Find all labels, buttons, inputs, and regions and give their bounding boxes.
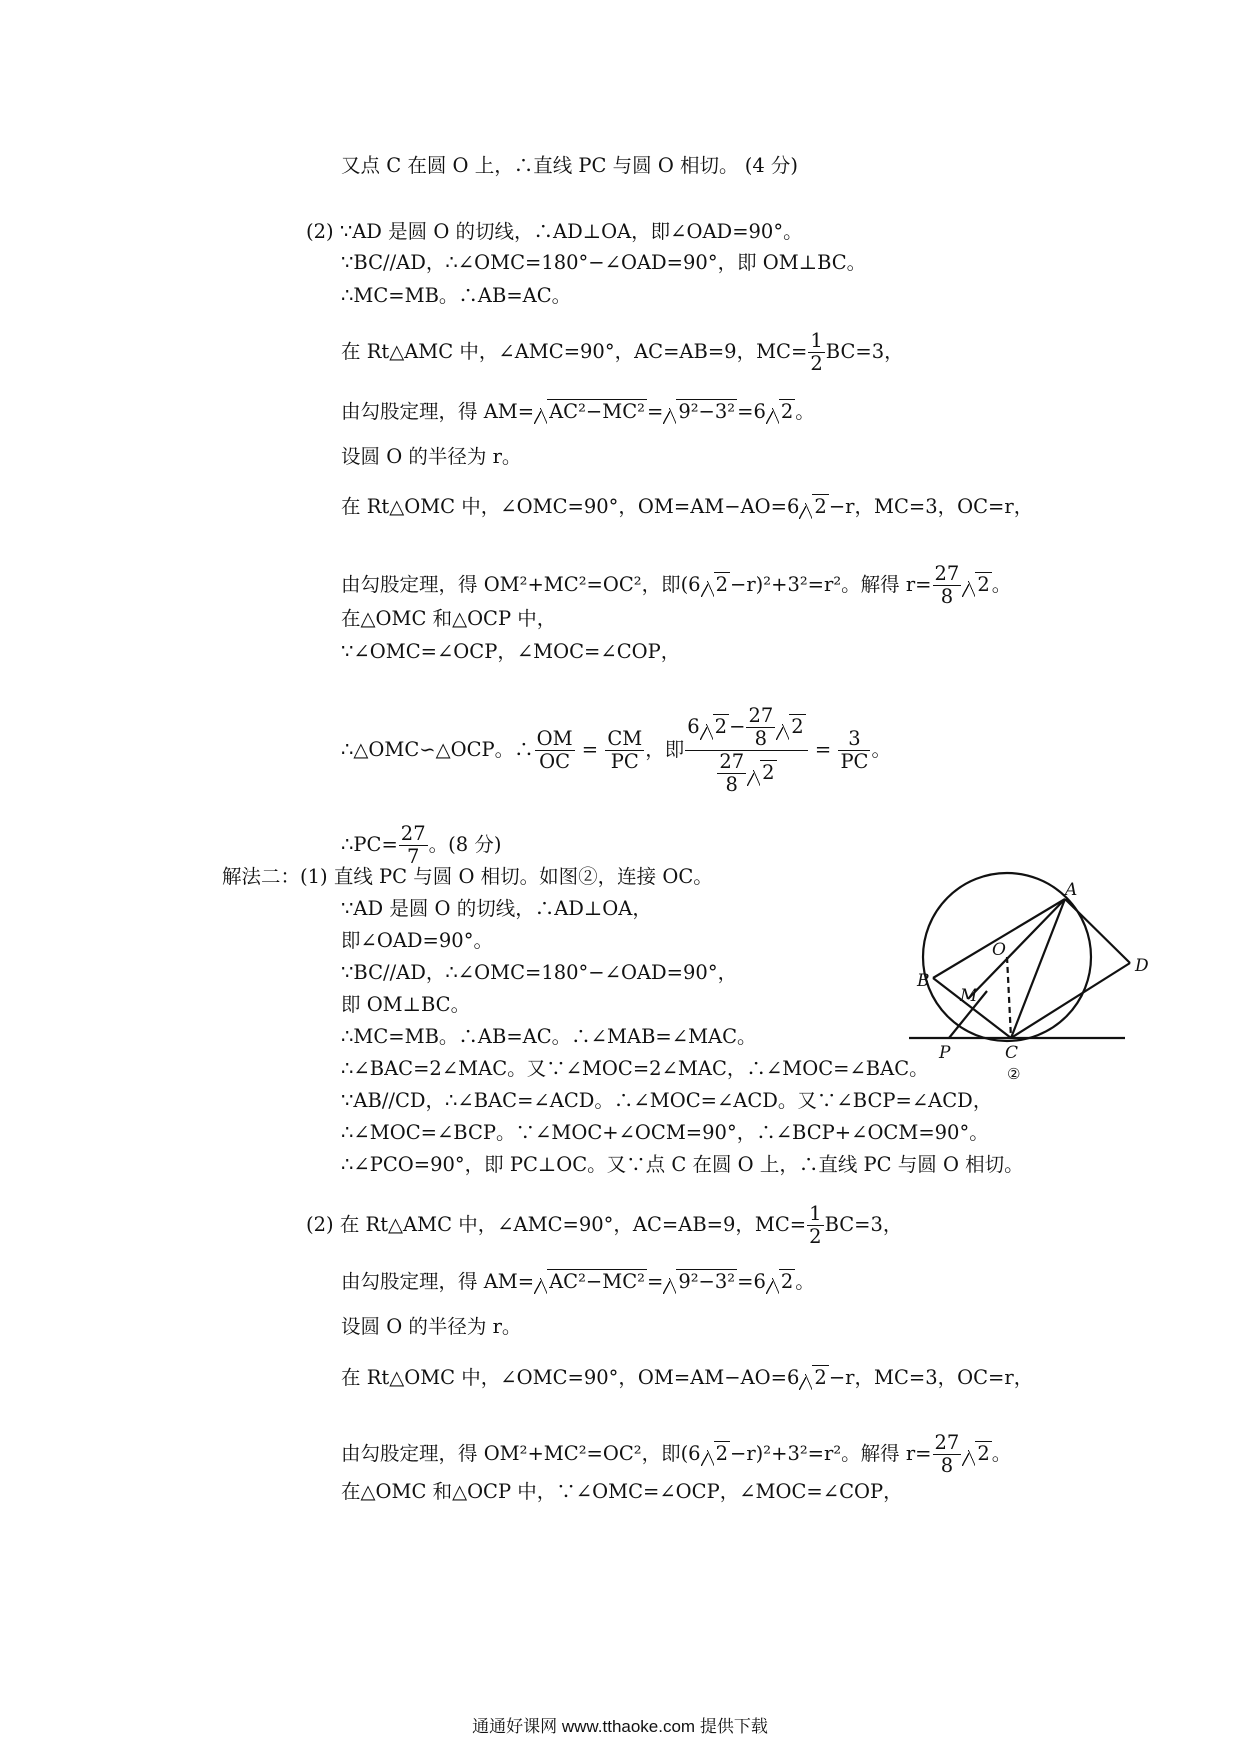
radicand: AC²−MC² [549, 1270, 645, 1293]
text-line [341, 563, 1011, 608]
text-line: ∴∠BAC=2∠MAC。又∵∠MOC=2∠MAC，∴∠MOC=∠BAC。 [341, 1057, 929, 1080]
denominator: PC [610, 750, 639, 773]
text: 由勾股定理，得 OM²+MC²=OC²，即(6 [341, 573, 701, 596]
sqrt [766, 1270, 795, 1294]
text: =6 [737, 400, 766, 423]
figure-caption: ② [1007, 1065, 1021, 1083]
text: = [814, 738, 832, 761]
text-line [341, 705, 891, 796]
sqrt [701, 1442, 730, 1466]
radicand: 2 [715, 573, 729, 596]
radicand: 2 [714, 715, 728, 738]
label-p: P [939, 1043, 951, 1063]
denominator: 8 [940, 1454, 954, 1477]
text-line: ∴∠MOC=∠BCP。∵∠MOC+∠OCM=90°，∴∠BCP+∠OCM=90°。 [341, 1121, 989, 1144]
denominator: PC [840, 750, 869, 773]
denominator: OC [539, 750, 571, 773]
denominator: 8 [754, 727, 768, 750]
text: −r)²+3²=r²。解得 r= [730, 573, 932, 596]
text-line [341, 1270, 815, 1294]
sqrt [799, 1366, 828, 1390]
text: 。(8 分) [428, 833, 502, 856]
radicand: 2 [977, 1442, 990, 1465]
text: ，即 [645, 738, 685, 761]
text: ∴△OMC∽△OCP。∴ [341, 738, 534, 761]
text-line: 即 OM⊥BC。 [341, 993, 471, 1016]
text: 。 [795, 400, 815, 423]
text: 。 [991, 1442, 1012, 1465]
text-line [341, 1366, 1033, 1390]
label-m: M [960, 986, 978, 1006]
text: (2) 在 Rt△AMC 中，∠AMC=90°，AC=AB=9，MC= [306, 1213, 807, 1236]
denominator: 8 [725, 773, 738, 796]
denominator: 2 [810, 352, 823, 375]
fraction [808, 330, 824, 375]
text: = [646, 400, 664, 423]
text-line: ∵AB//CD，∴∠BAC=∠ACD。∴∠MOC=∠ACD。又∵∠BCP=∠ACD， [341, 1089, 993, 1112]
radicand: 9²−3² [678, 400, 736, 423]
numerator: 27 [748, 704, 774, 727]
sqrt [962, 573, 991, 597]
sqrt [701, 573, 730, 597]
text-line [341, 330, 904, 375]
radicand: 2 [780, 400, 794, 423]
numerator: 1 [810, 329, 823, 352]
fraction-om-oc [535, 728, 575, 773]
label-b: B [917, 971, 930, 991]
numerator: 27 [719, 750, 745, 773]
segment-oc [1007, 957, 1011, 1038]
text-line: 解法二：(1) 直线 PC 与圆 O 相切。如图②，连接 OC。 [222, 865, 713, 888]
text: 。 [991, 573, 1012, 596]
text: −r，MC=3，OC=r， [828, 1366, 1034, 1389]
denominator: 7 [407, 845, 420, 868]
fraction [933, 563, 962, 608]
numerator: 1 [809, 1202, 822, 1225]
radicand: 2 [715, 1442, 729, 1465]
numerator: 27 [400, 822, 426, 845]
radicand: AC²−MC² [549, 400, 645, 423]
label-d: D [1135, 956, 1149, 976]
radicand: 2 [762, 761, 775, 784]
text: 。 [795, 1270, 815, 1293]
text: 。 [871, 738, 891, 761]
fraction-big [685, 705, 807, 796]
footer: 通通好课网 www.tthaoke.com 提供下载 [472, 1717, 768, 1736]
text-line [341, 1432, 1011, 1477]
text: =6 [737, 1270, 766, 1293]
radicand: 2 [780, 1270, 794, 1293]
text: BC=3， [824, 1213, 903, 1236]
text-line: (2) ∵AD 是圆 O 的切线，∴AD⊥OA，即∠OAD=90°。 [306, 220, 803, 243]
text: 在 Rt△OMC 中，∠OMC=90°，OM=AM−AO=6 [341, 1366, 800, 1389]
text: −r，MC=3，OC=r， [828, 495, 1034, 518]
text-line: 又点 C 在圆 O 上，∴直线 PC 与圆 O 相切。 (4 分) [341, 154, 799, 177]
text: = [581, 738, 599, 761]
radicand: 2 [791, 715, 804, 738]
text: 由勾股定理，得 AM= [341, 400, 535, 423]
numerator [685, 705, 807, 751]
text-line [341, 495, 1033, 519]
fraction [746, 705, 775, 750]
numerator: 27 [934, 1431, 960, 1454]
text-line: ∴MC=MB。∴AB=AC。 [341, 284, 572, 307]
segment-ad [1065, 899, 1130, 963]
numerator: 27 [934, 562, 960, 585]
text-line [341, 400, 815, 424]
text: 由勾股定理，得 AM= [341, 1270, 535, 1293]
segment-dc [1011, 963, 1130, 1038]
sqrt [534, 400, 647, 424]
text-line: 即∠OAD=90°。 [341, 929, 493, 952]
radicand: 2 [977, 573, 990, 596]
text: ∴PC= [341, 833, 398, 856]
text: 在 Rt△AMC 中，∠AMC=90°，AC=AB=9，MC= [341, 340, 808, 363]
text: = [646, 1270, 664, 1293]
fraction-cm-pc [605, 728, 644, 773]
fraction [717, 751, 746, 796]
text-line [306, 1203, 902, 1248]
text: 6 [687, 715, 700, 738]
label-c: C [1005, 1043, 1019, 1063]
fraction [399, 823, 428, 868]
text: BC=3， [825, 340, 904, 363]
sqrt [962, 1442, 991, 1466]
geometry-figure [905, 880, 1149, 1093]
text-line: ∵∠OMC=∠OCP，∠MOC=∠COP， [341, 640, 681, 663]
sqrt [747, 762, 776, 784]
text-line [341, 823, 501, 868]
text-line: 设圆 O 的半径为 r。 [341, 1315, 522, 1338]
denominator [685, 751, 807, 796]
denominator: 2 [809, 1225, 822, 1248]
radicand: 9²−3² [678, 1270, 736, 1293]
label-a: A [1065, 880, 1078, 900]
text: 由勾股定理，得 OM²+MC²=OC²，即(6 [341, 1442, 701, 1465]
sqrt [663, 1270, 737, 1294]
sqrt [799, 495, 828, 519]
label-o: O [992, 940, 1006, 960]
sqrt [534, 1270, 647, 1294]
sqrt [663, 400, 737, 424]
text-line: 在△OMC 和△OCP 中，∵∠OMC=∠OCP，∠MOC=∠COP， [341, 1480, 903, 1503]
fraction [838, 728, 870, 773]
radicand: 2 [814, 495, 827, 518]
text-line: ∴MC=MB。∴AB=AC。∴∠MAB=∠MAC。 [341, 1025, 757, 1048]
numerator: CM [607, 727, 643, 750]
text-line: 设圆 O 的半径为 r。 [341, 445, 522, 468]
sqrt [700, 716, 729, 738]
sqrt [776, 716, 805, 738]
text: 在 Rt△OMC 中，∠OMC=90°，OM=AM−AO=6 [341, 495, 800, 518]
sqrt [766, 400, 795, 424]
text-line: ∵AD 是圆 O 的切线，∴AD⊥OA， [341, 897, 652, 920]
text-line: ∵BC//AD，∴∠OMC=180°−∠OAD=90°， [341, 961, 738, 984]
radicand: 2 [814, 1366, 827, 1389]
denominator: 8 [940, 585, 954, 608]
segment-ac [1011, 899, 1065, 1038]
text: −r)²+3²=r²。解得 r= [730, 1442, 932, 1465]
text: − [729, 715, 746, 738]
text-line: ∴∠PCO=90°，即 PC⊥OC。又∵点 C 在圆 O 上，∴直线 PC 与圆 O 相切。 [341, 1153, 1024, 1176]
text-line: 在△OMC 和△OCP 中， [341, 607, 557, 630]
fraction [807, 1203, 823, 1248]
numerator: OM [536, 727, 573, 750]
fraction [933, 1432, 962, 1477]
numerator: 3 [838, 728, 870, 751]
text-line: ∵BC//AD，∴∠OMC=180°−∠OAD=90°，即 OM⊥BC。 [341, 251, 867, 274]
